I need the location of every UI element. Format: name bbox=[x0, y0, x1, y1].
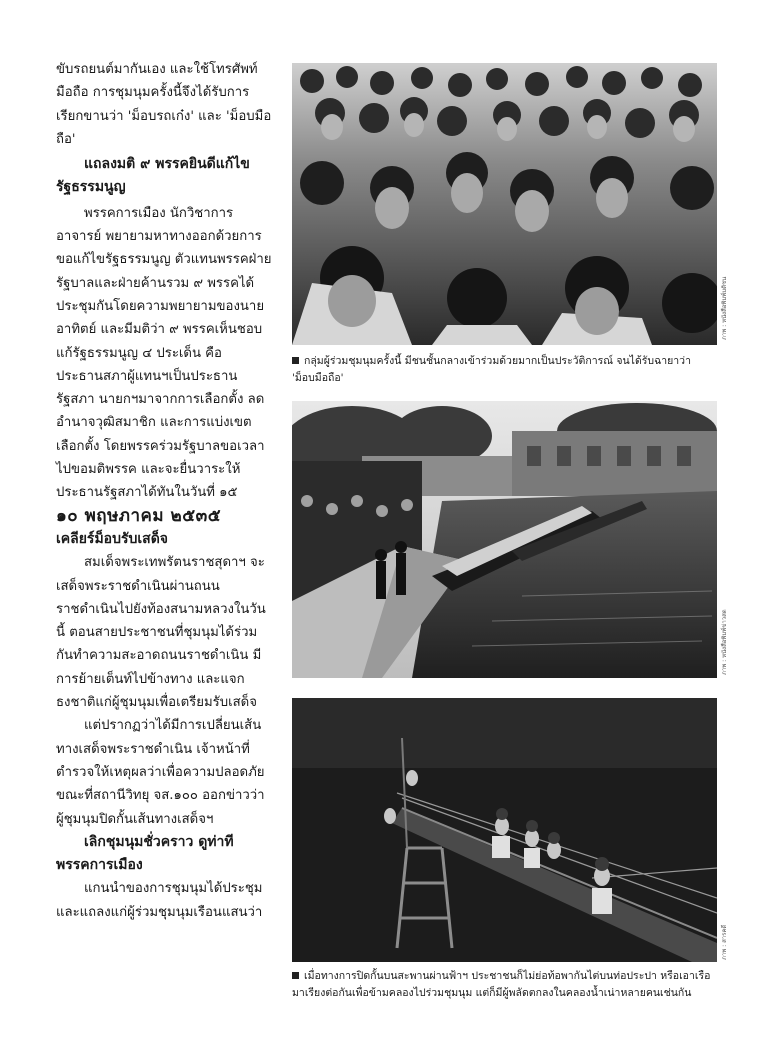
subheading-nine-parties: แถลงมติ ๙ พรรคยินดีแก้ไขรัฐธรรมนูญ bbox=[56, 156, 250, 196]
paragraph-1: ขับรถยนต์มากันเอง และใช้โทรศัพท์มือถือ การชุมนุมครั้งนี้จึงได้รับการเรียกขานว่า 'ม็อบรถเก๋ง' และ 'ม็อบมือถือ' bbox=[56, 62, 272, 147]
photo-canal-boats bbox=[292, 401, 717, 678]
photo-3-credit: ภาพ : สารคดี bbox=[721, 924, 728, 960]
paragraph-3: สมเด็จพระเทพรัตนราชสุดาฯ จะเสด็จพระราชดำเนินผ่านถนนราชดำเนินไปยังท้องสนามหลวงในวันนี้ ตอนสายประชาชนที่ชุมนุมได้ร่วมกันทำความสะอาดถนนราชดำเนิน มีการย้ายเต็นท์ไปข้างทาง และแจกธงชาติแก่ผู้ชุมนุมเพื่อเตรียมรับเสด็จ bbox=[56, 555, 266, 711]
caption-square-icon bbox=[292, 972, 299, 979]
caption-1-text: กลุ่มผู้ร่วมชุมนุมครั้งนี้ มีชนชั้นกลางเข้าร่วมด้วยมากเป็นประวัติการณ์ จนได้รับฉายาว่า 'ม็อบมือถือ' bbox=[292, 355, 691, 384]
caption-2-text: เมื่อทางการปิดกั้นบนสะพานผ่านฟ้าฯ ประชาชนก็ไม่ย่อท้อพากันไต่บนท่อประปา หรือเอาเรือมาเรียงต่อกันเพื่อข้ามคลองไปร่วมชุมนุม แต่ก็มีผู้พลัดตกลงในคลองน้ำเน่าหลายคนเช่นกัน bbox=[292, 970, 711, 999]
caption-square-icon bbox=[292, 357, 299, 364]
paragraph-2: พรรคการเมือง นักวิชาการ อาจารย์ พยายามหาทางออกด้วยการขอแก้ไขรัฐธรรมนูญ ตัวแทนพรรคฝ่ายรัฐบาลและฝ่ายค้านรวม ๙ พรรคได้ประชุมกันโดยความพยายามของนายอาทิตย์ และมีมติว่า ๙ พรรคเห็นชอบแก้รัฐธรรมนูญ ๔ ประเด็น คือ ประธานสภาผู้แทนฯเป็นประธานรัฐสภา นายกฯมาจากการเลือกตั้ง ลดอำนาจวุฒิสมาชิก และการแบ่งเขตเลือกตั้ง โดยพรรคร่วมรัฐบาลขอเวลาไปขอมติพรรค และจะยื่นวาระให้ประธานรัฐสภาได้ทันในวันที่ ๑๕ bbox=[56, 205, 272, 501]
photo-2-credit: ภาพ : หนังสือพิมพ์ข่าวสด bbox=[721, 609, 728, 675]
subheading-pause-protest: เลิกชุมนุมชั่วคราว ดูท่าทีพรรคการเมือง bbox=[56, 833, 234, 874]
date-heading: ๑๐ พฤษภาคม ๒๕๓๕ bbox=[56, 505, 222, 526]
caption-2 bbox=[292, 968, 717, 1002]
photo-1-credit: ภาพ : หนังสือพิมพ์มติชน bbox=[721, 276, 728, 340]
subheading-clear-mob: เคลียร์ม็อบรับเสด็จ bbox=[56, 530, 169, 547]
photo-crowd bbox=[292, 63, 717, 345]
paragraph-4: แต่ปรากฏว่าได้มีการเปลี่ยนเส้นทางเสด็จพระราชดำเนิน เจ้าหน้าที่ตำรวจให้เหตุผลว่าเพื่อความปลอดภัย ขณะที่สถานีวิทยุ จส.๑๐๐ ออกข่าวว่าผู้ชุมนุมปิดกั้นเส้นทางเสด็จฯ bbox=[56, 718, 265, 827]
caption-1 bbox=[292, 353, 717, 387]
left-text-column bbox=[56, 58, 272, 924]
photo-night-pipe bbox=[292, 698, 717, 962]
paragraph-5: แกนนำของการชุมนุมได้ประชุมและแถลงแก่ผู้ร่วมชุมนุมเรือนแสนว่า bbox=[56, 881, 263, 920]
